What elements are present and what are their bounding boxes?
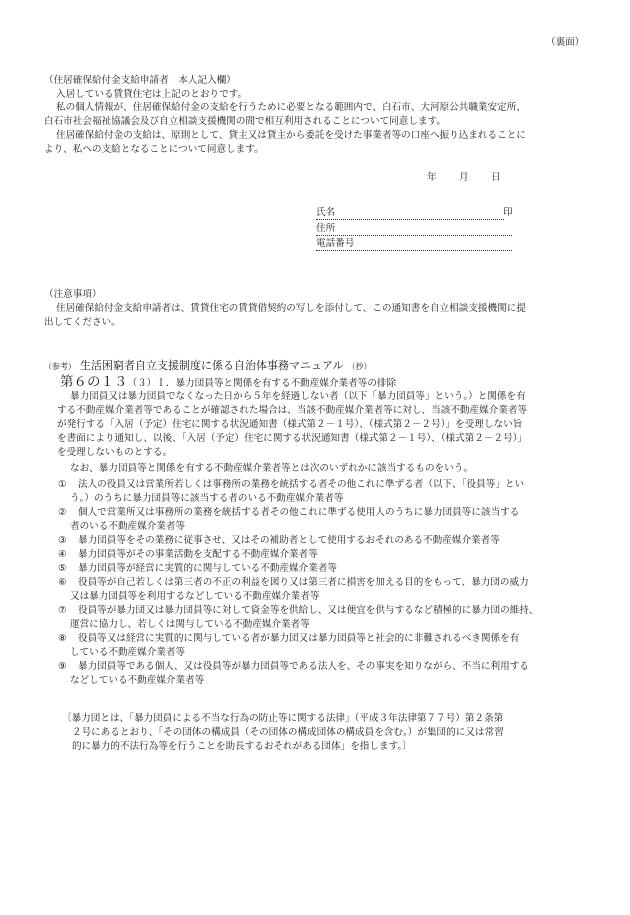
notes-line2: 出してください。 (44, 317, 121, 328)
applicant-p3-line1: 住居確保給付金の支給は、原則として、貸主又は貸主から委託を受けた事業者等の口座へ振り込まれることに (56, 130, 526, 141)
list-item-text: 個人で営業所又は事務所の業務を統括する者その他これに準ずる使用人のうちに暴力団員等に該当する (78, 507, 520, 518)
date-month: 月 (459, 172, 469, 183)
definition-line1: 〔暴力団とは、「暴力団員による不当な行為の防止等に関する法律」（平成３年法律第７７号）第２条第 (62, 713, 504, 724)
list-item-text-continued: などしている不動産媒介業者等 (70, 675, 205, 686)
back-label: （裏面） (546, 37, 585, 48)
ref-p1-line3: が発行する「入居（予定）住宅に関する状況通知書（様式第２－１号）、（様式第２－２号）」を受理しない旨 (57, 419, 523, 430)
definition-line2: ２号にあるとおり、「その団体の構成員（その団体の構成団体の構成員を含む。）が集団的に又は常習 (72, 727, 504, 738)
list-item-text-continued: 運営に協力し、若しくは関与している不動産媒介業者等 (70, 619, 310, 630)
applicant-p3-line2: より、私への支給となることについて同意します。 (44, 144, 264, 155)
reference-title: 生活困窮者自立支援制度に係る自治体事務マニュアル (80, 359, 344, 372)
seal-label: 印 (503, 207, 513, 218)
list-item-number: ⑥ (58, 577, 67, 588)
applicant-p2-line2: 白石市社会福祉協議会及び自立相談支援機関の間で相互利用されることについて同意します。 (44, 116, 446, 127)
name-line[interactable] (316, 219, 504, 220)
section-subtitle: （３）Ｉ．暴力団員等と関係を有する不動産媒介業者等の排除 (127, 378, 397, 389)
list-item-text: 暴力団員等が経営に実質的に関与している不動産媒介業者等 (78, 563, 338, 574)
phone-label: 電話番号 (316, 238, 355, 249)
list-item-number: ④ (58, 549, 67, 560)
definition-line3: 的に暴力的不法行為等を行うことを助長するおそれがある団体」を指します。〕 (72, 741, 412, 752)
list-item-text: 役員等が自己若しくは第三者の不正の利益を図り又は第三者に損害を加える目的をもって、暴力団の威力 (78, 577, 529, 588)
applicant-p1: 入居している賃貸住宅は上記のとおりです。 (56, 89, 248, 100)
list-item-text: 法人の役員又は営業所若しくは事務所の業務を統括する者その他これに準ずる者（以下、「役員等」とい (78, 479, 525, 490)
list-item-text: 暴力団員等である個人、又は役員等が暴力団員等である法人を、その事実を知りながら、不当に利用する (78, 661, 529, 672)
date-day: 日 (491, 172, 501, 183)
reference-tag: （参考） (44, 362, 76, 371)
list-item-text-continued: している不動産媒介業者等 (70, 647, 186, 658)
list-item-text: 暴力団員等がその事業活動を支配する不動産媒介業者等 (78, 549, 318, 560)
section-number: 第６の１３ (60, 374, 128, 390)
applicant-heading: （住居確保給付金支給申請者 本人記入欄） (44, 75, 236, 86)
ref-p1-line5: を受理しないものとする。 (57, 447, 173, 458)
list-item-text: 役員等又は経営に実質的に関与している者が暴力団又は暴力団員等と社会的に非難されるべき関係を有 (78, 633, 520, 644)
list-item-text: 暴力団員等をその業務に従事させ、又はその補助者として使用するおそれのある不動産媒介業者等 (78, 535, 500, 546)
applicant-p2-line1: 私の個人情報が、住居確保給付金の支給を行うために必要となる範囲内で、白石市、大河原公共職業安定所、 (56, 102, 526, 113)
list-item-number: ⑧ (58, 633, 67, 644)
reference-title-tail: （抄） (347, 362, 372, 371)
phone-line[interactable] (316, 250, 512, 251)
notes-heading: （注意事項） (44, 289, 102, 300)
ref-p1-line4: を書面により通知し、以後、「入居（予定）住宅に関する状況通知書（様式第２－１号）、（様式第２－２号）」 (57, 433, 528, 444)
ref-p1-line2: する不動産媒介業者等であることが確認された場合は、当該不動産媒介業者等に対し、当該不動産媒介業者等 (57, 405, 528, 416)
address-line[interactable] (316, 235, 512, 236)
list-item-number: ③ (58, 535, 67, 546)
section-heading (60, 371, 396, 391)
list-item-text-continued: 者のいる不動産媒介業者等 (70, 521, 186, 532)
name-label: 氏名 (316, 207, 336, 218)
list-item-text-continued: う。）のうちに暴力団員等に該当する者のいる不動産媒介業者等 (70, 493, 344, 504)
list-item-number: ② (58, 507, 67, 518)
date-year: 年 (427, 172, 437, 183)
ref-p1-line1: 暴力団員又は暴力団員でなくなった日から５年を経過しない者（以下「暴力団員等」という。）と関係を有 (70, 391, 526, 402)
list-item-number: ⑦ (58, 605, 67, 616)
ref-p2: なお、暴力団員等と関係を有する不動産媒介業者等とは次のいずれかに該当するものをいう。 (70, 463, 473, 474)
list-item-number: ⑤ (58, 563, 67, 574)
list-item-number: ⑨ (58, 661, 67, 672)
list-item-number: ① (58, 479, 67, 490)
list-item-text-continued: 又は暴力団員等を利用するなどしている不動産媒介業者等 (70, 591, 320, 602)
address-label: 住所 (316, 223, 336, 234)
list-item-text: 役員等が暴力団又は暴力団員等に対して資金等を供給し、又は便宜を供与するなど積極的に暴力団の維持、 (78, 605, 539, 616)
notes-line1: 住居確保給付金支給申請者は、賃貸住宅の賃貸借契約の写しを添付して、この通知書を自立相談支援機関に提 (56, 303, 526, 314)
